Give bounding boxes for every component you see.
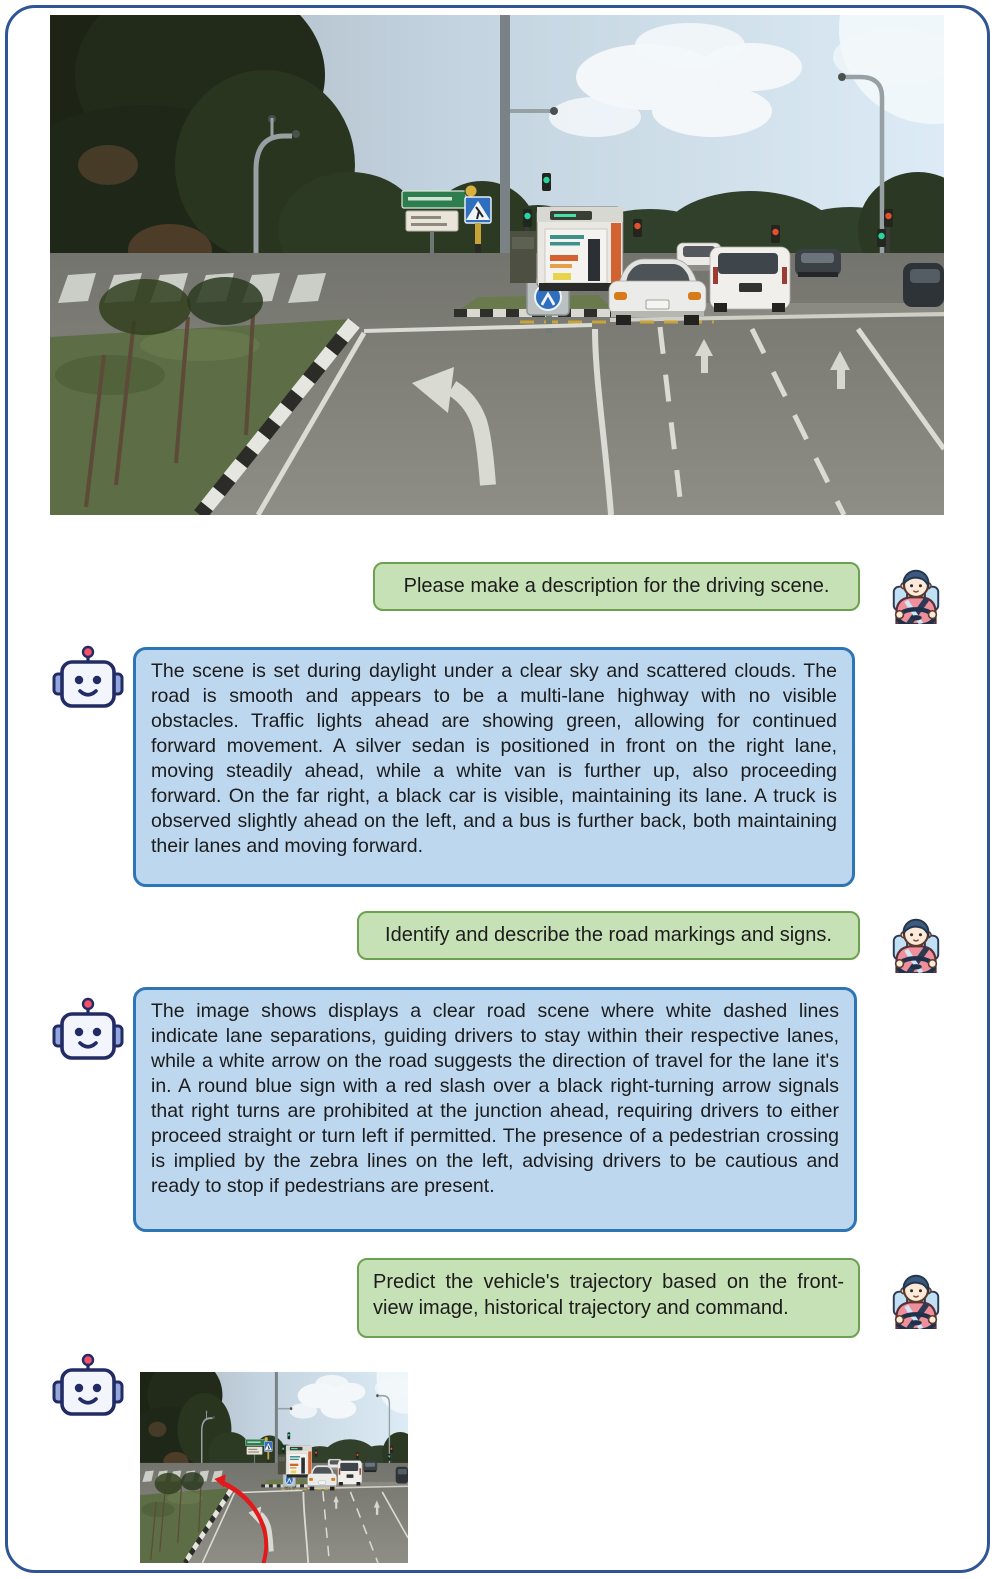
robot-icon: [52, 996, 124, 1073]
user-message-text: Predict the vehicle's trajectory based on the front-view image, historical trajectory and command.: [373, 1271, 844, 1319]
trajectory-prediction-image: [140, 1372, 408, 1563]
assistant-message-text: The image shows displays a clear road scene where white dashed lines indicate lane separations, guiding drivers to stay within their respective lanes, while a white arrow on the road suggests the direction of travel for the lane it's in. A round blue sign with a red slash over a black right-turning arrow signals that right turns are prohibited at the junction ahead, requiring drivers to either proceed straight or turn left if permitted. The presence of a pedestrian crossing is implied by the zebra lines on the left, advising drivers to be cautious and ready to stop if pedestrians are present.: [151, 1000, 839, 1197]
robot-icon: [52, 644, 124, 721]
assistant-message-bubble: [133, 647, 855, 887]
robot-icon: [52, 1352, 124, 1429]
user-message-bubble: [357, 911, 860, 960]
assistant-message-text: The scene is set during daylight under a clear sky and scattered clouds. The road is smooth and appears to be a multi-lane highway with no visible obstacles. Traffic lights ahead are showing green, allowing for continued forward movement. A silver sedan is positioned in front on the right lane, moving steadily ahead, while a white van is further up, also proceeding forward. On the far right, a black car is visible, maintaining its lane. A truck is observed slightly ahead on the left, and a bus is further back, both maintaining their lanes and moving forward.: [151, 660, 837, 857]
driving-scene-photo: [50, 15, 944, 515]
driver-at-wheel-icon: [884, 906, 948, 981]
assistant-message-bubble: [133, 987, 857, 1232]
user-message-text: Identify and describe the road markings and signs.: [385, 924, 832, 946]
driver-at-wheel-icon: [884, 557, 948, 632]
driver-at-wheel-icon: [884, 1262, 948, 1337]
user-message-text: Please make a description for the driving scene.: [403, 575, 830, 597]
user-message-bubble: [357, 1258, 860, 1338]
user-message-bubble: [373, 562, 860, 611]
